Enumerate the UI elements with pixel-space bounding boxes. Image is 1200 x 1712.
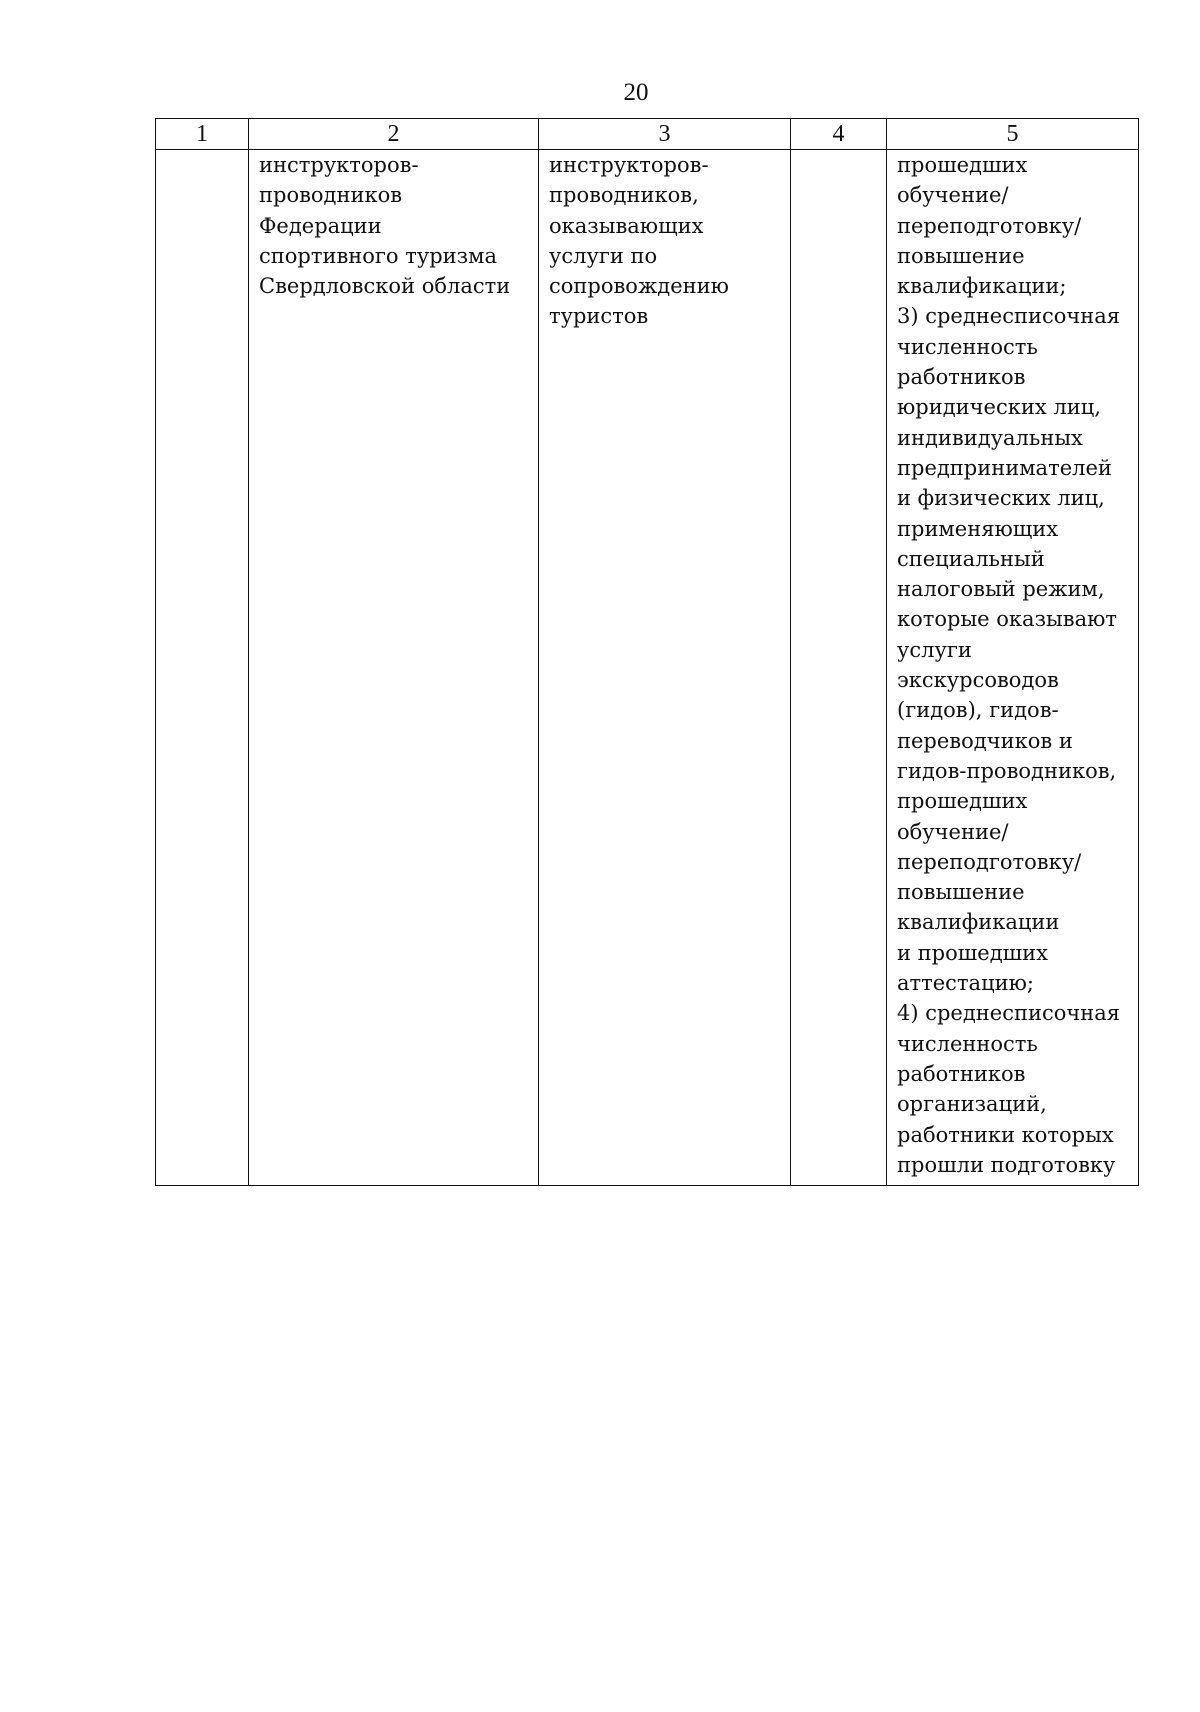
- table-cell-col2: [249, 150, 539, 1186]
- cell-text-col2: инструкторов- проводников Федерации спортивного туризма Свердловской области: [259, 153, 511, 299]
- table-header-row: [156, 119, 1139, 150]
- column-header-5: 5: [887, 119, 1139, 150]
- column-header-2: 2: [249, 119, 539, 150]
- table-cell-col3: [539, 150, 791, 1186]
- column-header-3: 3: [539, 119, 791, 150]
- table-cell-col1: [156, 150, 249, 1186]
- cell-text-col5: прошедших обучение/ переподготовку/ повышение квалификации; 3) среднесписочная численность работников юридических лиц, индивидуальных предпринимателей и физических лиц, применяющих специальный налоговый режим, которые оказывают услуги экскурсоводов (гидов), гидов- переводчиков и гидов-проводников, прошедших обучение/ переподготовку/ повышение квалификации и прошедших аттестацию; 4) среднесписочная численность работников организаций, работники которых прошли подготовку: [897, 153, 1121, 1177]
- page-number: 20: [623, 79, 649, 106]
- cell-text-col3: инструкторов- проводников, оказывающих услуги по сопровождению туристов: [549, 153, 729, 329]
- table-cell-col5: [887, 150, 1139, 1186]
- column-header-1: 1: [156, 119, 249, 150]
- table-cell-col4: [791, 150, 887, 1186]
- column-header-4: 4: [791, 119, 887, 150]
- document-table: [155, 118, 1139, 1186]
- table-row: [156, 150, 1139, 1186]
